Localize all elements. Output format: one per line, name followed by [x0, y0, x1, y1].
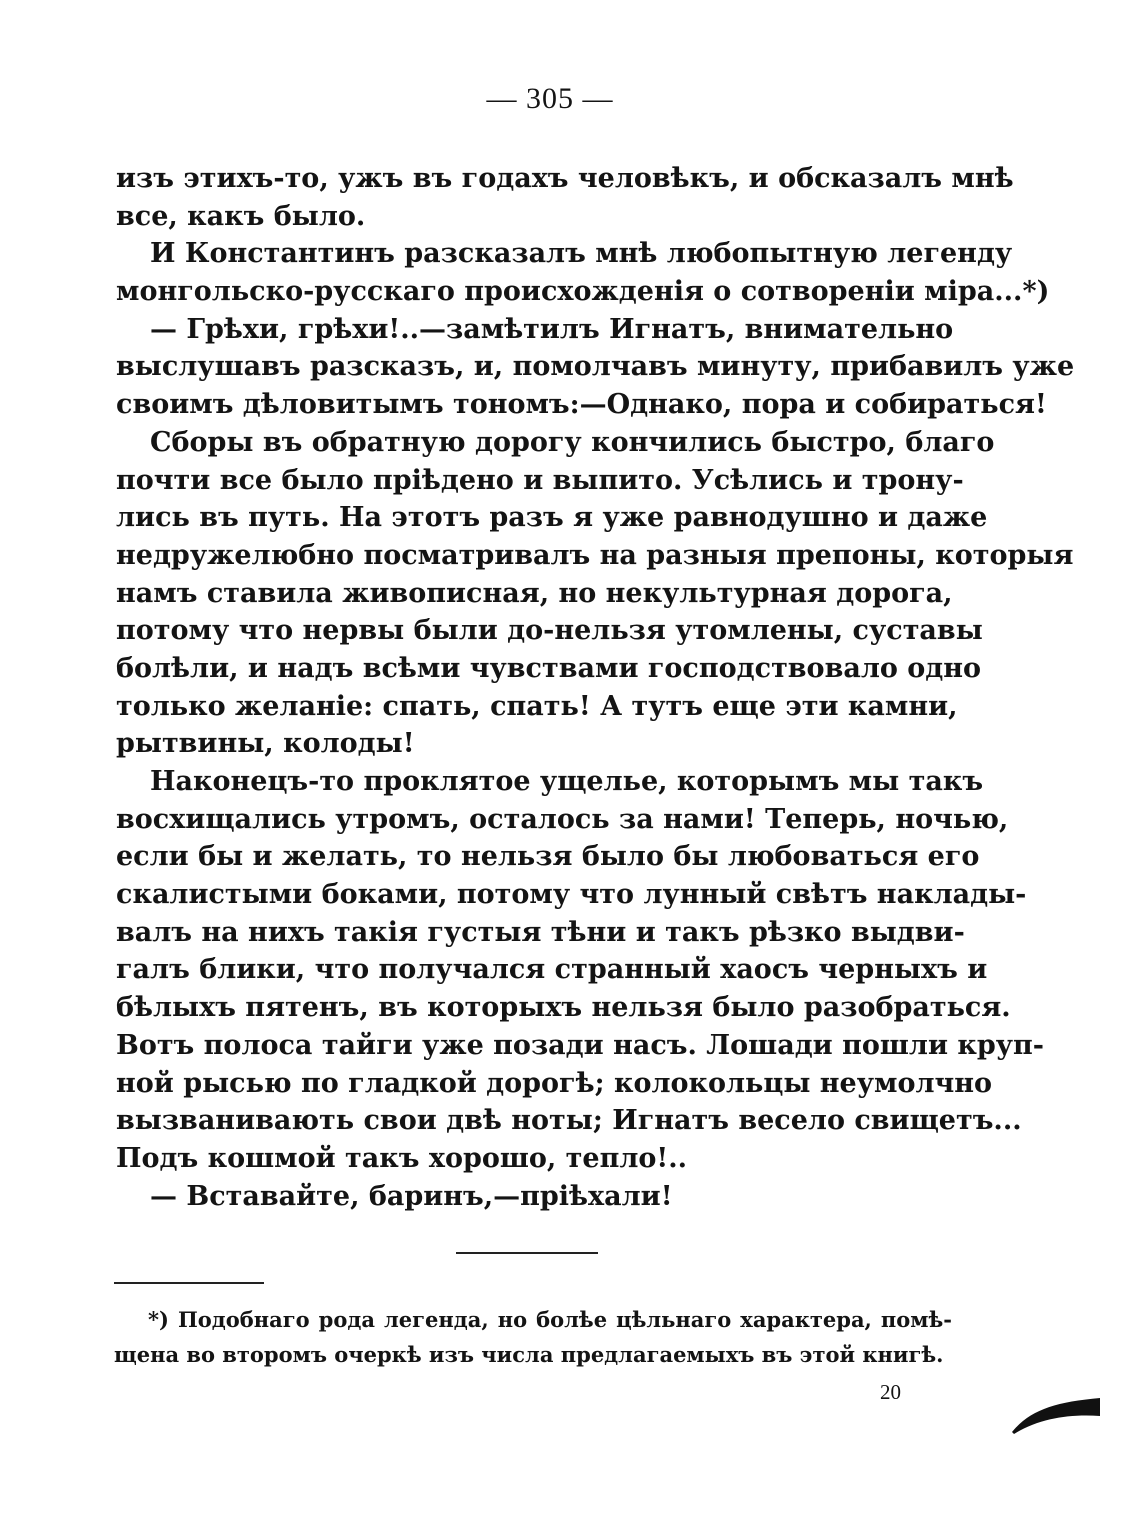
- text-line: валъ на нихъ такія густыя тѣни и такъ рѣзко выдви-: [116, 916, 965, 948]
- text-line: изъ этихъ-то, ужъ въ годахъ человѣкъ, и обсказалъ мнѣ: [116, 163, 1014, 194]
- footnote-line: щена во второмъ очеркѣ изъ числа предлагаемыхъ въ этой книгѣ.: [114, 1342, 944, 1367]
- text-line: восхищались утромъ, осталось за нами! Теперь, ночью,: [116, 803, 1009, 835]
- text-line: выслушавъ разсказъ, и, помолчавъ минуту, прибавилъ уже: [116, 351, 1075, 383]
- text-line: лись въ путь. На этотъ разъ я уже равнодушно и даже: [116, 502, 988, 534]
- signature-mark: 20: [880, 1380, 901, 1404]
- text-line: если бы и желать, то нельзя было бы любоваться его: [116, 841, 980, 873]
- footnote-separator-rule: [114, 1282, 264, 1284]
- text-line: И Константинъ разсказалъ мнѣ любопытную легенду: [150, 238, 1013, 270]
- text-line: почти все было пріѣдено и выпито. Усѣлись и трону-: [116, 464, 964, 496]
- text-line: Вотъ полоса тайги уже позади насъ. Лошади пошли круп-: [116, 1029, 1044, 1061]
- footnote-line: *) Подобнаго рода легенда, но болѣе цѣльнаго характера, помѣ-: [148, 1307, 952, 1332]
- text-line: бѣлыхъ пятенъ, въ которыхъ нельзя было разобраться.: [116, 992, 1011, 1024]
- footnote: [114, 1302, 952, 1372]
- body-text: [116, 160, 1075, 1215]
- text-line: вызванивають свои двѣ ноты; Игнатъ весело свищетъ...: [116, 1105, 1022, 1137]
- text-line: болѣли, и надъ всѣми чувствами господствовало одно: [116, 652, 982, 684]
- text-line: все, какъ было.: [116, 200, 366, 232]
- text-line: Подъ кошмой такъ хорошо, тепло!..: [116, 1142, 688, 1174]
- text-line: галъ блики, что получался странный хаосъ черныхъ и: [116, 954, 988, 986]
- page-number: — 305 —: [486, 82, 614, 115]
- text-line: скалистыми боками, потому что лунный свѣтъ наклады-: [116, 879, 1027, 911]
- text-line: Сборы въ обратную дорогу кончились быстро, благо: [150, 426, 995, 458]
- text-line: потому что нервы были до-нельзя утомлены, суставы: [116, 615, 983, 647]
- text-line: недружелюбно посматривалъ на разныя препоны, которыя: [116, 539, 1074, 571]
- text-line: своимъ дѣловитымъ тономъ:—Однако, пора и собираться!: [116, 389, 1047, 421]
- text-line: только желаніе: спать, спать! А тутъ еще эти камни,: [116, 690, 958, 722]
- text-line: — Грѣхи, грѣхи!..—замѣтилъ Игнатъ, внимательно: [150, 313, 954, 345]
- text-line: ной рысью по гладкой дорогѣ; колокольцы неумолчно: [116, 1067, 993, 1099]
- section-end-rule: [456, 1252, 598, 1254]
- scan-artifact-icon: [1010, 1388, 1102, 1434]
- text-line: монгольско-русскаго происхожденія о сотвореніи міра...*): [116, 276, 1050, 308]
- text-line: — Вставайте, баринъ,—пріѣхали!: [150, 1180, 673, 1212]
- text-line: рытвины, колоды!: [116, 728, 415, 760]
- text-line: намъ ставила живописная, но некультурная дорога,: [116, 577, 953, 609]
- text-line: Наконецъ-то проклятое ущелье, которымъ мы такъ: [150, 766, 984, 797]
